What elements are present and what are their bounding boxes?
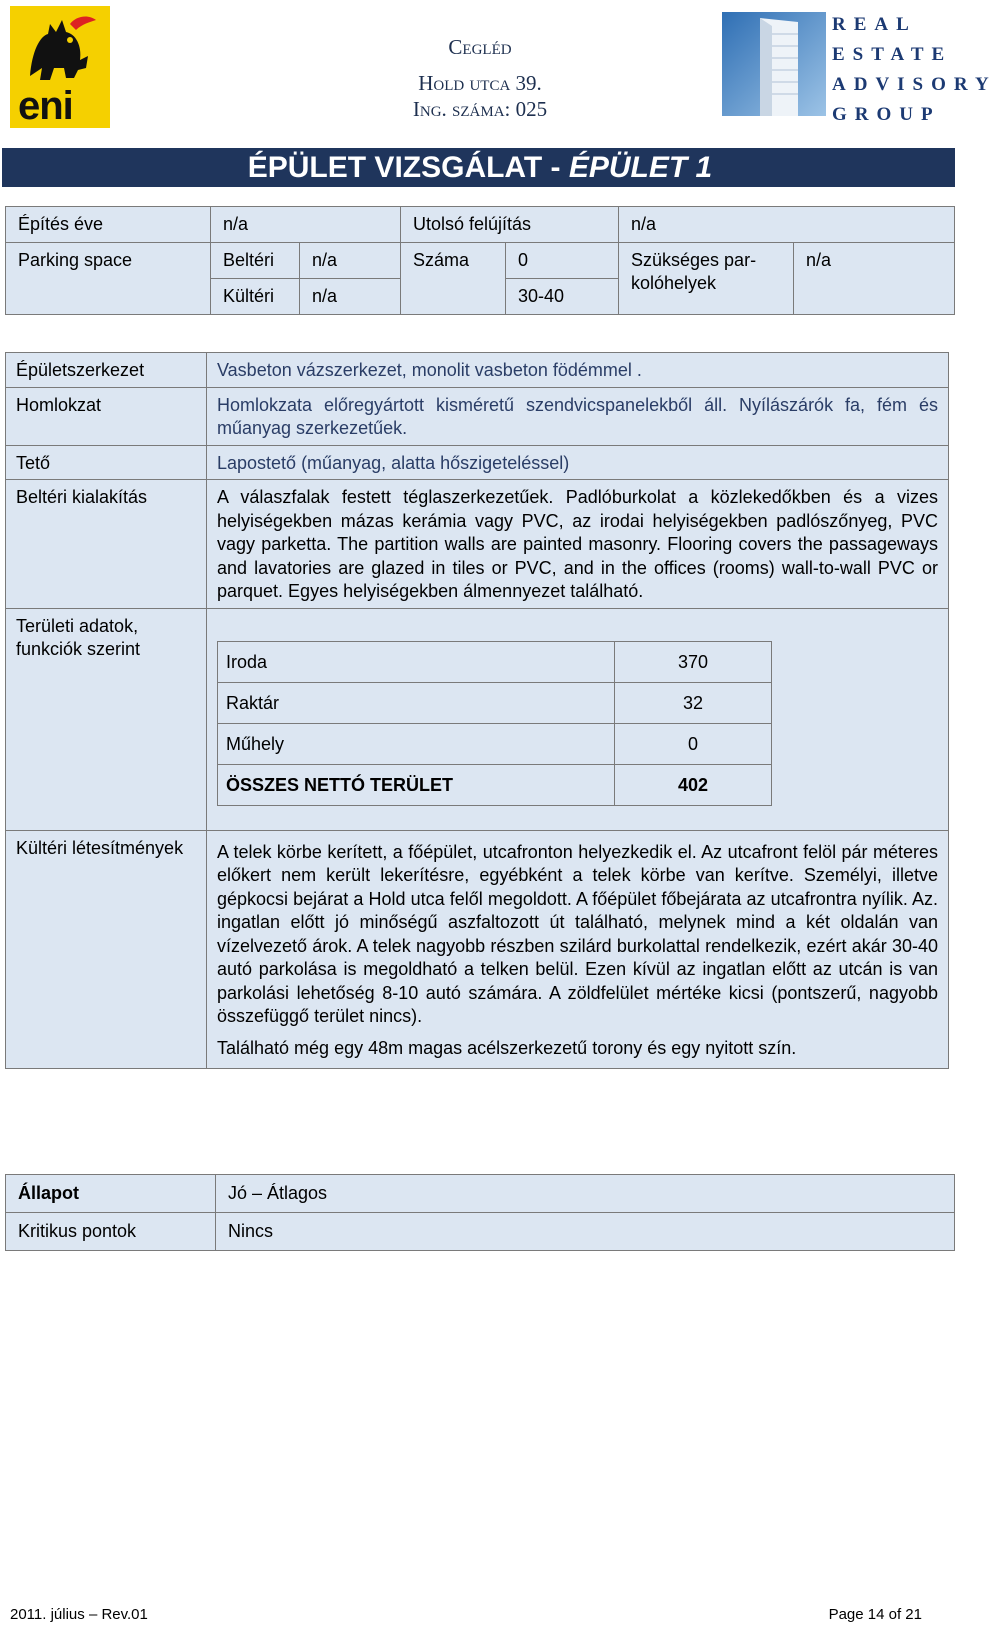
header-center [300, 34, 660, 122]
condition-table [5, 1174, 955, 1251]
reag-word-real: REAL [832, 14, 917, 35]
building-info-table [5, 206, 955, 315]
interior-label: Beltéri kialakítás [6, 480, 207, 609]
footer-page-number: Page 14 of 21 [828, 1606, 922, 1623]
indoor-label: Beltéri [211, 243, 300, 279]
building-icon [722, 10, 830, 120]
table-row [218, 764, 772, 805]
last-renovation-value: n/a [619, 207, 955, 243]
page-title [0, 146, 960, 190]
critical-points-label: Kritikus pontok [6, 1213, 216, 1251]
facade-label: Homlokzat [6, 387, 207, 445]
reag-word-advisory: ADVISORY [832, 74, 997, 95]
total-area-value: 402 [615, 764, 772, 805]
state-label: Állapot [6, 1175, 216, 1213]
reag-word-group: GROUP [832, 104, 941, 125]
last-renovation-label: Utolsó felújítás [401, 207, 619, 243]
interior-text: A válaszfalak festett téglaszerkezetűek. Padlóburkolat a közlekedőkben és a vizes helyiségekben mázas kerámia vagy PVC, az irodai helyiségekben padlószőnyeg, PVC vagy parketta. The partition walls are painted masonry. Flooring covers the passageways and lavatories are glazed in tiles or PVC, and in the offices (rooms) wall-to-wall PVC or parquet. Egyes helyiségekben álmennyezet található. [207, 480, 949, 609]
area-value: 370 [615, 641, 772, 682]
area-table [217, 641, 772, 806]
count-outdoor: 30-40 [506, 279, 619, 315]
table-row [218, 723, 772, 764]
area-cell [207, 608, 949, 830]
required-parking-value: n/a [794, 243, 955, 315]
area-label [6, 608, 207, 830]
area-name: Műhely [218, 723, 615, 764]
eni-logo-text: eni [18, 84, 73, 128]
reag-word-estate: ESTATE [832, 44, 953, 65]
outdoor-facilities-cell [207, 830, 949, 1069]
outdoor-facilities-text-2: Található még egy 48m magas acélszerkezetű torony és egy nyitott szín. [217, 1037, 797, 1058]
roof-text: Lapostető (műanyag, alatta hőszigeteléssel) [207, 445, 949, 480]
area-value: 32 [615, 682, 772, 723]
title-main: ÉPÜLET VIZSGÁLAT - [247, 151, 569, 184]
header-property-number: Ing. száma: 025 [412, 97, 548, 121]
table-row [218, 682, 772, 723]
table-row [218, 641, 772, 682]
area-name: Raktár [218, 682, 615, 723]
outdoor-label: Kültéri [211, 279, 300, 315]
frame-label: Épületszerkezet [6, 353, 207, 388]
area-name: Iroda [218, 641, 615, 682]
header-address: Hold utca 39. [418, 71, 542, 95]
outdoor-value: n/a [300, 279, 401, 315]
structure-table [5, 352, 949, 1069]
facade-text: Homlokzata előregyártott kisméretű szendvicspanelekből áll. Nyílászárók fa, fém és műanyag szerkezetűek. [207, 387, 949, 445]
required-label-line1: Szükséges par- [631, 250, 757, 270]
footer-date: 2011. július – Rev.01 [10, 1606, 148, 1623]
frame-text: Vasbeton vázszerkezet, monolit vasbeton födémmel . [207, 353, 949, 388]
count-indoor: 0 [506, 243, 619, 279]
header-city: Cegléd [448, 35, 512, 59]
indoor-value: n/a [300, 243, 401, 279]
parking-label: Parking space [6, 243, 211, 315]
outdoor-facilities-label: Kültéri létesítmények [6, 830, 207, 1069]
reag-logo-words [832, 10, 997, 130]
roof-label: Tető [6, 445, 207, 480]
total-area-name: ÖSSZES NETTÓ TERÜLET [218, 764, 615, 805]
construction-year-label: Építés éve [6, 207, 211, 243]
state-value: Jó – Átlagos [216, 1175, 955, 1213]
critical-points-value: Nincs [216, 1213, 955, 1251]
required-parking-label [619, 243, 794, 315]
area-value: 0 [615, 723, 772, 764]
title-italic: ÉPÜLET 1 [568, 151, 713, 184]
area-label-line2: funkciók szerint [16, 639, 141, 659]
required-label-line2: kolóhelyek [631, 273, 717, 293]
construction-year-value: n/a [211, 207, 401, 243]
eni-logo [10, 6, 110, 128]
area-label-line1: Területi adatok, [16, 615, 139, 636]
count-label: Száma [401, 243, 506, 315]
outdoor-facilities-text: A telek körbe kerített, a főépület, utcafronton helyezkedik el. Az utcafront felöl pár méteres előkert nem került lekerítésre, egyébként a telek körbe van kerítve. Személyi, illetve gépkocsi bejárat a Hold utca felől megoldott. A főépület főbejárata az utcafrontra nyílik. Az. ingatlan előtt jó minőségű aszfaltozott út található, melynek mind a két oldalán van vízelvezető árok. A telek nagyobb részben szilárd burkolattal rendelkezik, ezért akár 30-40 autó parkolása is megoldható a telken belül. Ezen kívül az ingatlan előtt az utcán is van parkolási lehetőség 8-10 autó számára. A zöldfelület mértéke kicsi (pontszerű, nagyobb összefüggő terület nincs). [217, 841, 938, 1026]
